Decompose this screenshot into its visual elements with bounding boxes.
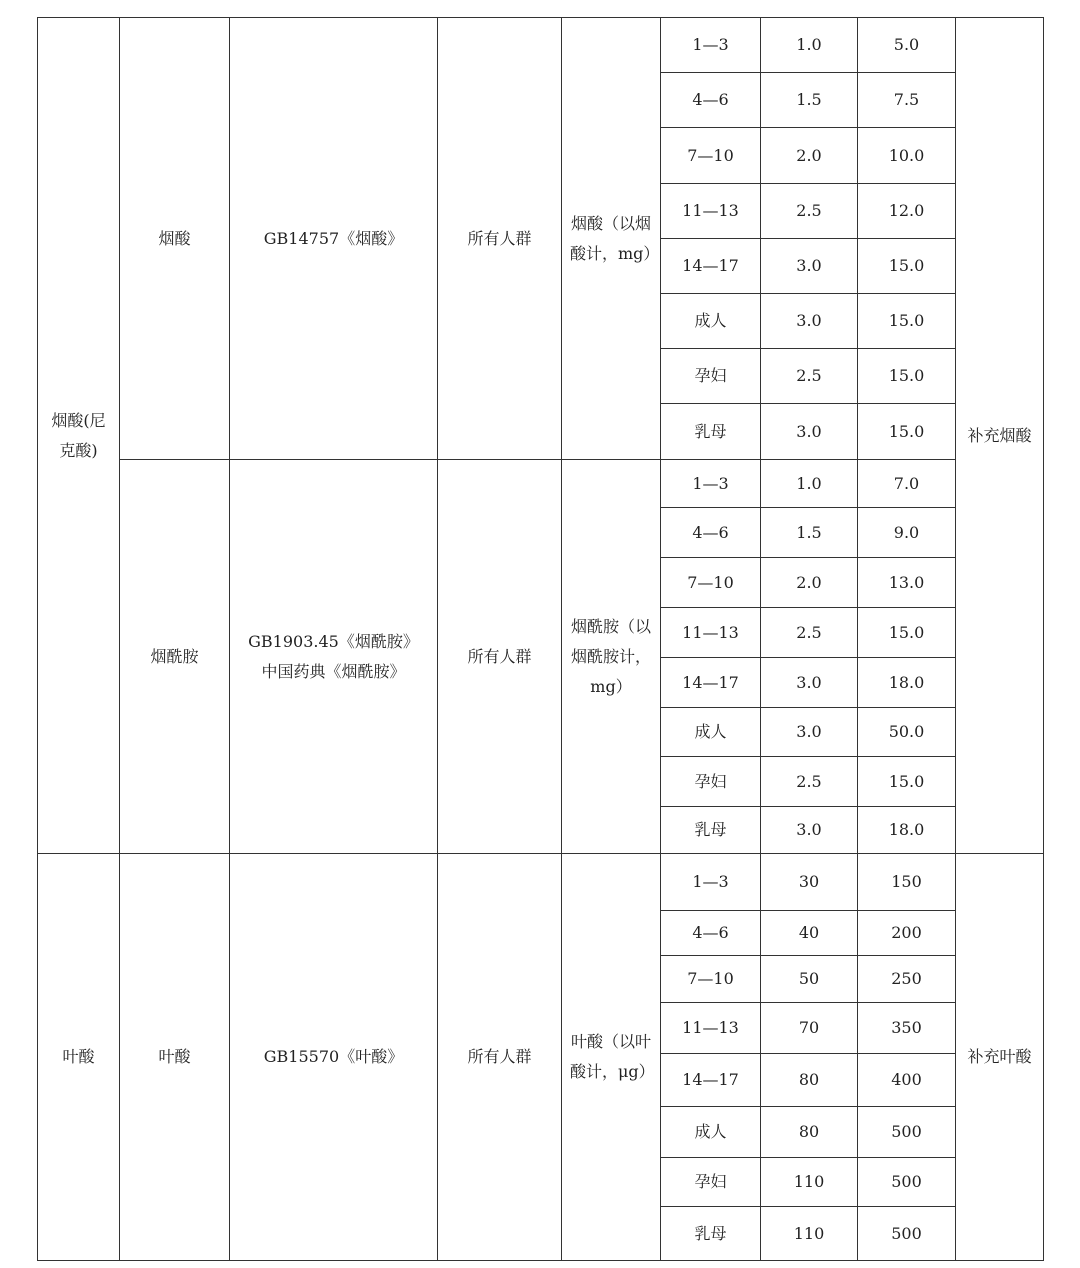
unit-label-cell: 烟酸（以烟酸计，mg） [562,18,661,460]
min-value-cell: 2.0 [761,558,858,608]
age-group-cell: 7—10 [661,956,761,1003]
max-value-cell: 15.0 [858,404,956,460]
unit-label-cell: 叶酸（以叶酸计，μg） [562,854,661,1261]
max-value-cell: 250 [858,956,956,1003]
max-value-cell: 15.0 [858,608,956,658]
max-value-cell: 500 [858,1107,956,1158]
max-value-cell: 13.0 [858,558,956,608]
min-value-cell: 3.0 [761,294,858,349]
age-group-cell: 孕妇 [661,349,761,404]
standard-line: GB14757《烟酸》 [263,228,404,248]
standard-cell [230,460,438,854]
min-value-cell: 50 [761,956,858,1003]
min-value-cell: 3.0 [761,239,858,294]
nutrient-name-cell: 叶酸 [38,854,120,1261]
min-value-cell: 2.5 [761,757,858,807]
age-group-cell: 1—3 [661,854,761,911]
age-group-cell: 成人 [661,708,761,757]
age-group-cell: 14—17 [661,658,761,708]
age-group-cell: 成人 [661,294,761,349]
compound-name-cell: 叶酸 [120,854,230,1261]
min-value-cell: 80 [761,1054,858,1107]
standard-line: GB15570《叶酸》 [263,1047,404,1066]
age-group-cell: 4—6 [661,911,761,956]
max-value-cell: 18.0 [858,658,956,708]
max-value-cell: 15.0 [858,294,956,349]
max-value-cell: 15.0 [858,349,956,404]
age-group-cell: 11—13 [661,608,761,658]
population-cell: 所有人群 [438,854,562,1261]
age-group-cell: 乳母 [661,807,761,854]
compound-name-cell: 烟酸 [120,18,230,460]
age-group-cell: 成人 [661,1107,761,1158]
table-row [38,18,1044,73]
function-cell: 补充叶酸 [956,854,1044,1261]
population-cell: 所有人群 [438,460,562,854]
standard-line: GB1903.45《烟酰胺》 [248,631,419,651]
function-cell: 补充烟酸 [956,18,1044,854]
table-row [38,460,1044,508]
max-value-cell: 15.0 [858,239,956,294]
min-value-cell: 110 [761,1207,858,1261]
min-value-cell: 2.0 [761,128,858,184]
max-value-cell: 5.0 [858,18,956,73]
age-group-cell: 4—6 [661,73,761,128]
max-value-cell: 10.0 [858,128,956,184]
min-value-cell: 3.0 [761,658,858,708]
standard-cell [230,854,438,1261]
min-value-cell: 40 [761,911,858,956]
age-group-cell: 11—13 [661,184,761,239]
max-value-cell: 9.0 [858,508,956,558]
min-value-cell: 1.0 [761,18,858,73]
max-value-cell: 200 [858,911,956,956]
max-value-cell: 7.0 [858,460,956,508]
age-group-cell: 4—6 [661,508,761,558]
max-value-cell: 15.0 [858,757,956,807]
age-group-cell: 7—10 [661,558,761,608]
min-value-cell: 80 [761,1107,858,1158]
nutrient-dosage-table [37,17,1044,1261]
min-value-cell: 2.5 [761,349,858,404]
nutrient-table-container [37,17,1043,1261]
age-group-cell: 乳母 [661,1207,761,1261]
max-value-cell: 500 [858,1207,956,1261]
nutrient-name-cell: 烟酸(尼克酸) [38,18,120,854]
min-value-cell: 30 [761,854,858,911]
age-group-cell: 孕妇 [661,757,761,807]
age-group-cell: 乳母 [661,404,761,460]
population-cell: 所有人群 [438,18,562,460]
max-value-cell: 7.5 [858,73,956,128]
age-group-cell: 11—13 [661,1003,761,1054]
age-group-cell: 14—17 [661,239,761,294]
min-value-cell: 1.0 [761,460,858,508]
max-value-cell: 50.0 [858,708,956,757]
age-group-cell: 14—17 [661,1054,761,1107]
age-group-cell: 7—10 [661,128,761,184]
max-value-cell: 350 [858,1003,956,1054]
min-value-cell: 2.5 [761,608,858,658]
min-value-cell: 2.5 [761,184,858,239]
min-value-cell: 1.5 [761,508,858,558]
age-group-cell: 孕妇 [661,1158,761,1207]
standard-line: 中国药典《烟酰胺》 [261,661,406,681]
max-value-cell: 400 [858,1054,956,1107]
min-value-cell: 110 [761,1158,858,1207]
age-group-cell: 1—3 [661,18,761,73]
standard-cell [230,18,438,460]
table-row [38,854,1044,911]
age-group-cell: 1—3 [661,460,761,508]
unit-label-cell: 烟酰胺（以烟酰胺计，mg） [562,460,661,854]
compound-name-cell: 烟酰胺 [120,460,230,854]
max-value-cell: 150 [858,854,956,911]
min-value-cell: 1.5 [761,73,858,128]
min-value-cell: 3.0 [761,807,858,854]
max-value-cell: 18.0 [858,807,956,854]
min-value-cell: 3.0 [761,404,858,460]
min-value-cell: 70 [761,1003,858,1054]
max-value-cell: 500 [858,1158,956,1207]
max-value-cell: 12.0 [858,184,956,239]
min-value-cell: 3.0 [761,708,858,757]
